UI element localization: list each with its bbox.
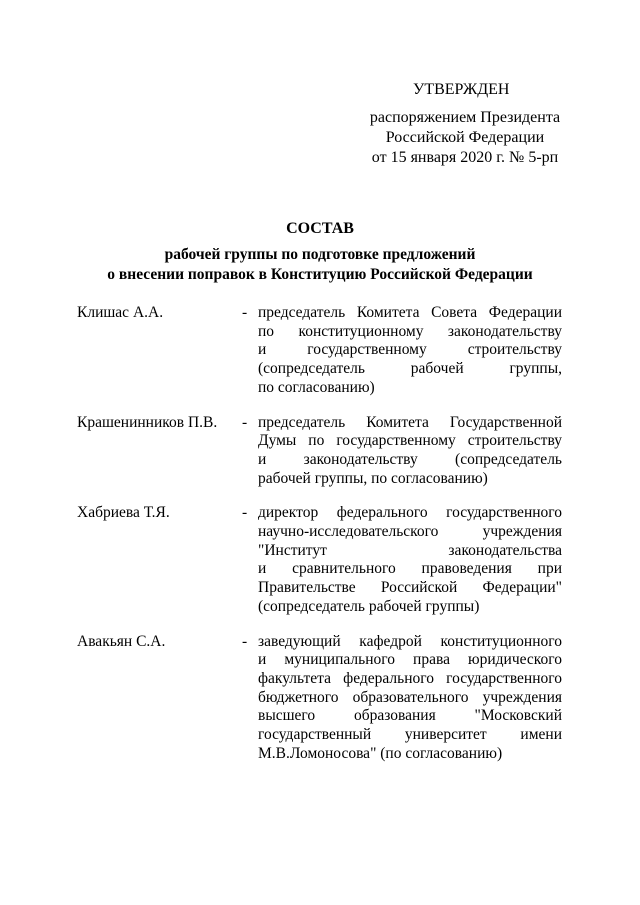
member-role [258,633,562,764]
member-entry [77,414,562,489]
role-line: Правительстве Российской Федерации" [258,579,562,597]
approved-label: УТВЕРЖДЕН [413,81,510,98]
role-line: и государственному строительству [258,341,562,359]
subtitle-line: рабочей группы по подготовке предложений [164,246,476,263]
role-line: и законодательству (сопредседатель [258,450,562,468]
document-title: СОСТАВ [286,220,354,237]
member-name: Авакьян С.А. [77,632,166,650]
member-entry [77,504,562,616]
approval-stamp [360,80,570,168]
role-line: (сопредседатель рабочей группы, [258,360,562,378]
dash-separator: - [242,413,248,431]
role-line: председатель Комитета Совета Федерации [258,304,562,321]
role-line: факультета федерального государственного [258,669,562,687]
role-line: и муниципального права юридического [258,651,562,669]
role-line: председатель Комитета Государственной [258,413,562,431]
member-entry [77,633,562,764]
role-line: государственный университет имени [258,726,562,744]
role-line: Думы по государственному строительству [258,432,562,450]
role-line: и сравнительного правоведения при [258,560,562,578]
dash-separator: - [242,304,248,321]
approval-line: Российской Федерации [385,129,545,146]
member-name: Крашенинников П.В. [77,413,218,431]
member-entry [77,304,562,398]
dash-separator: - [242,632,248,650]
approval-line: распоряжением Президента [369,109,561,126]
role-line: по согласованию) [258,378,375,396]
role-line: М.В.Ломоносова" (по согласованию) [258,744,503,762]
document-subtitle [60,245,580,285]
role-line: рабочей группы, по согласованию) [258,469,488,487]
member-role [258,304,562,398]
role-line: по конституционному законодательству [258,322,562,340]
member-name: Клишас А.А. [77,304,164,321]
role-line: высшего образования "Московский [258,707,562,725]
role-line: (сопредседатель рабочей группы) [258,597,480,615]
role-line: директор федерального государственного [258,504,562,522]
subtitle-line: о внесении поправок в Конституцию Российской Федерации [107,266,533,283]
role-line: научно-исследовательского учреждения [258,523,562,541]
role-line: "Институт законодательства [258,541,562,559]
dash-separator: - [242,504,248,522]
members-list [77,304,562,779]
role-line: бюджетного образовательного учреждения [258,688,562,706]
approval-line: от 15 января 2020 г. № 5-рп [371,149,559,166]
member-role [258,414,562,489]
role-line: заведующий кафедрой конституционного [258,632,562,650]
member-name: Хабриева Т.Я. [77,504,170,522]
member-role [258,504,562,616]
